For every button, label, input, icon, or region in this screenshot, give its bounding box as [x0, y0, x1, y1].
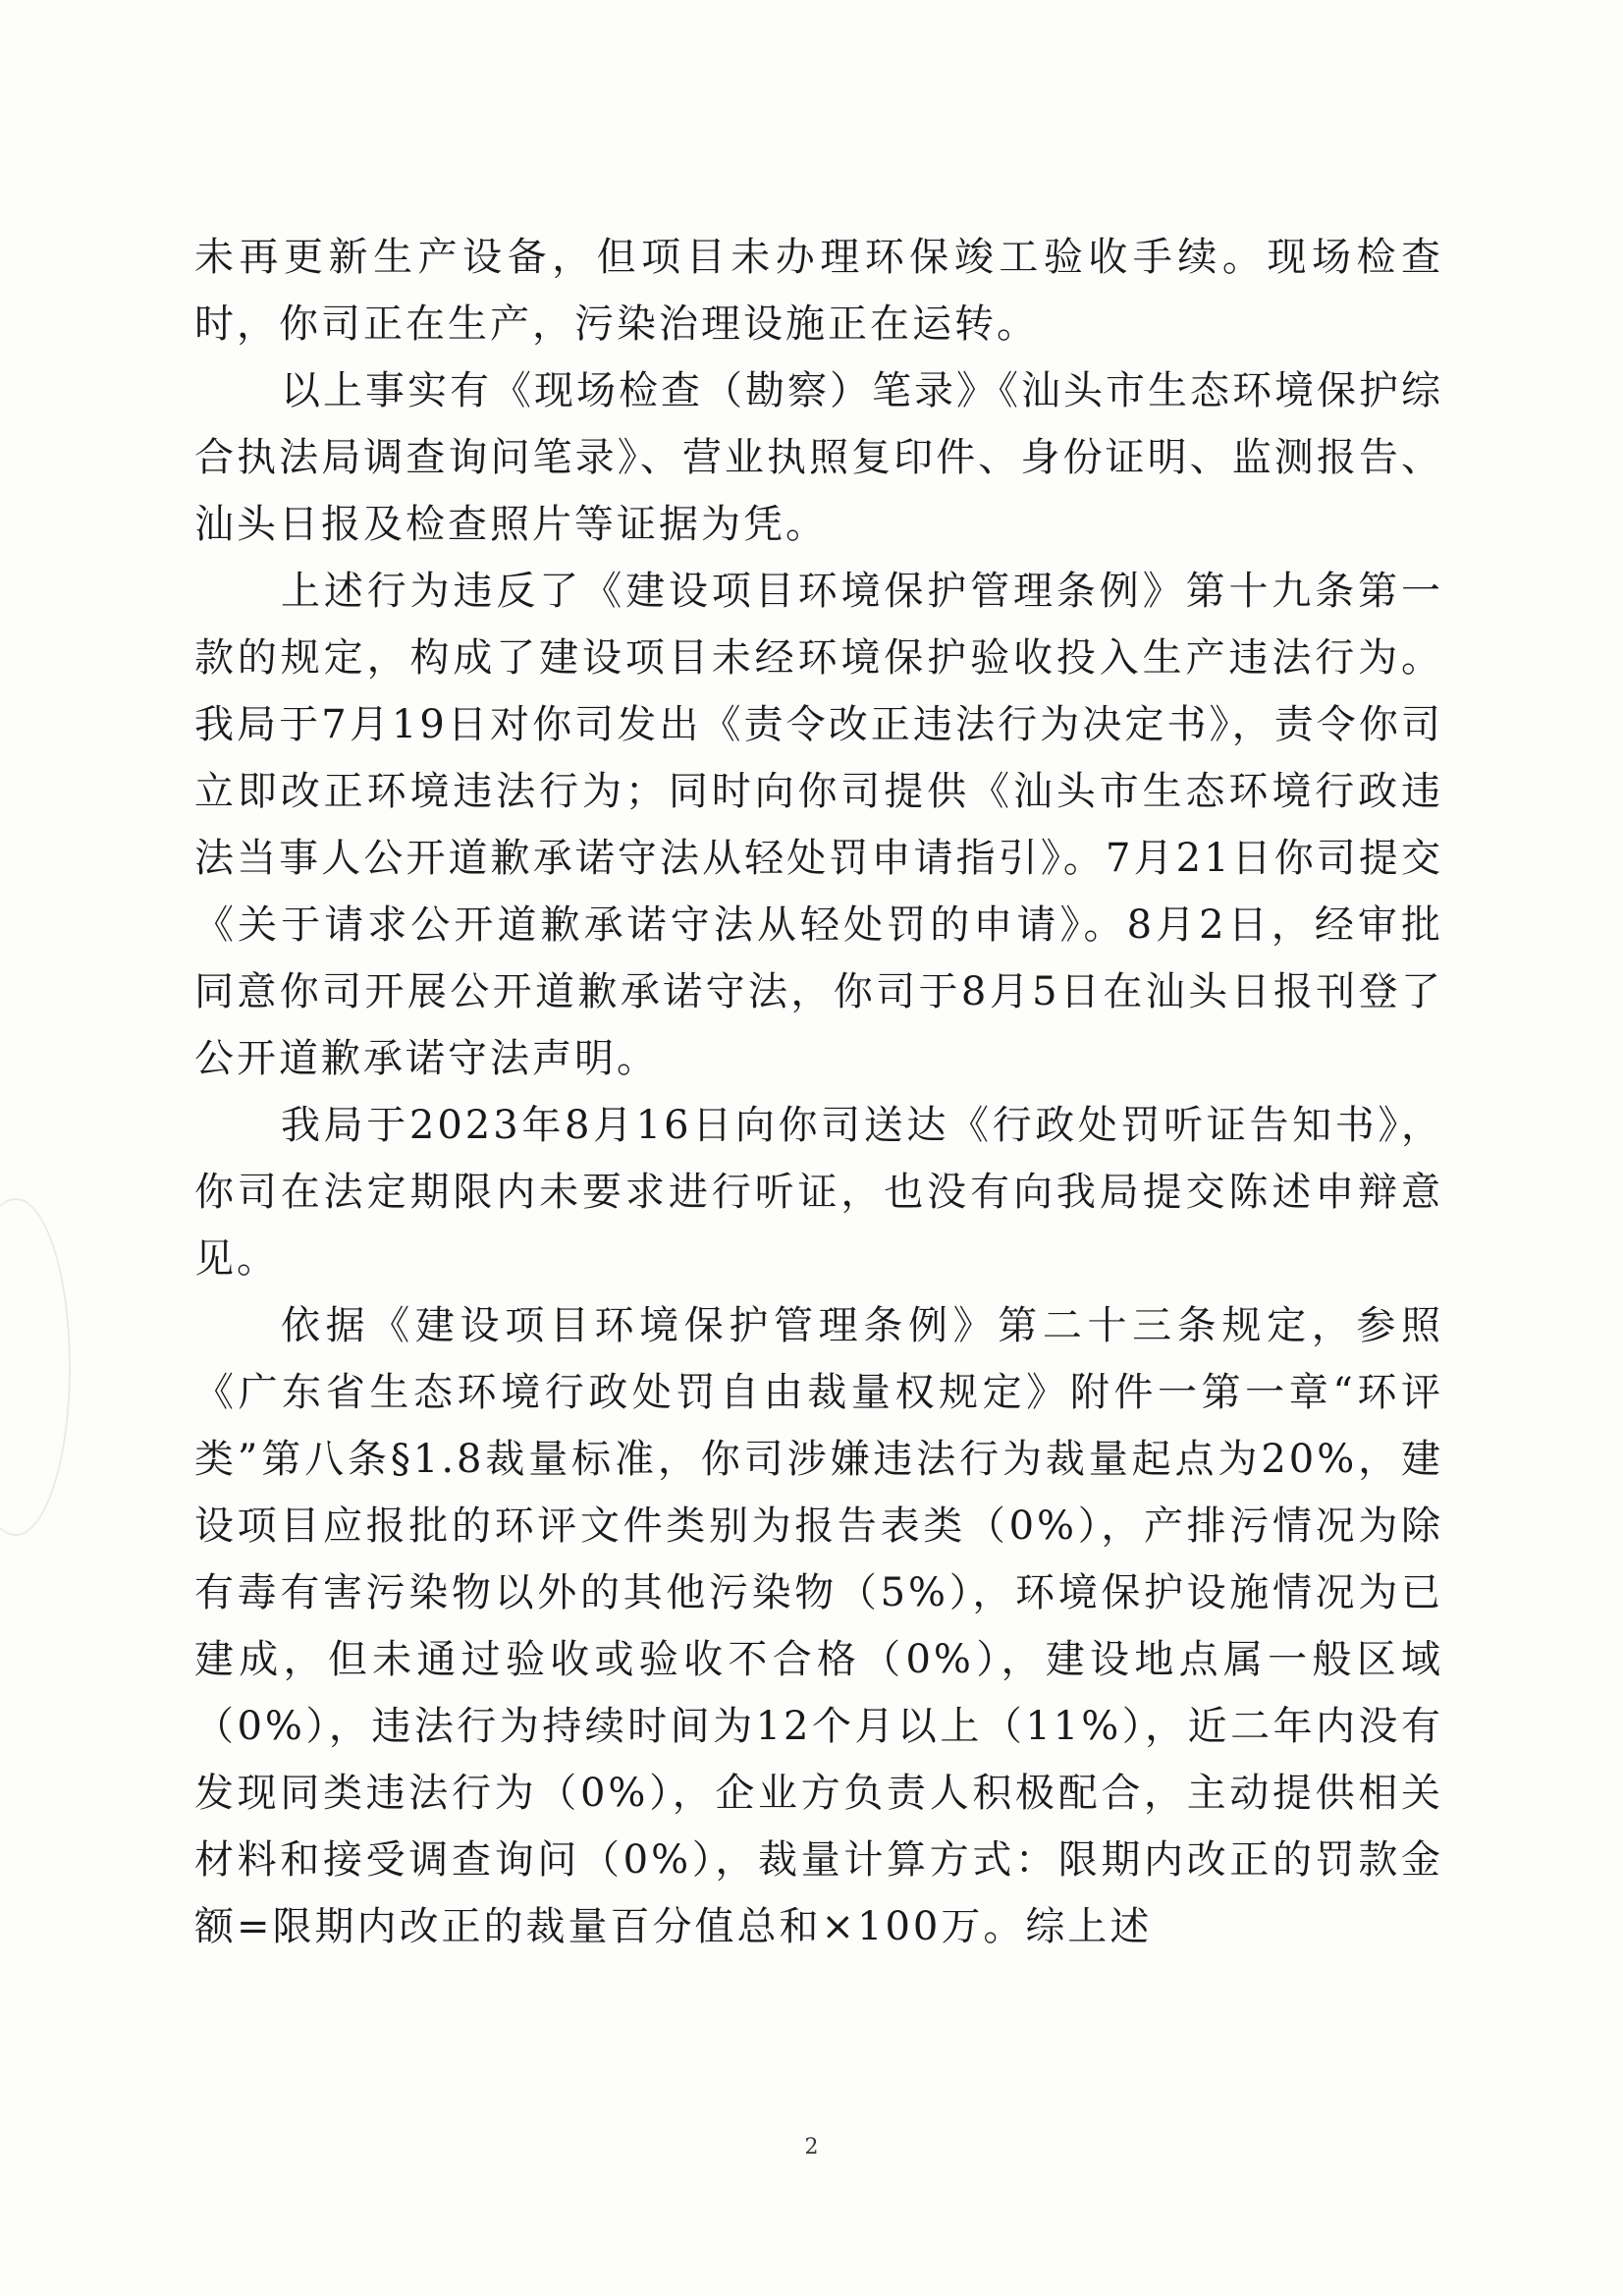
paragraph-penalty-basis: 依据《建设项目环境保护管理条例》第二十三条规定，参照《广东省生态环境行政处罚自由裁量权规定》附件一第一章“环评类”第八条§1.8裁量标准，你司涉嫌违法行为裁量起点为20%，建设项目应报批的环评文件类别为报告表类（0%），产排污情况为除有毒有害污染物以外的其他污染物（5%），环境保护设施情况为已建成，但未通过验收或验收不合格（0%），建设地点属一般区域（0%），违法行为持续时间为12个月以上（11%），近二年内没有发现同类违法行为（0%），企业方负责人积极配合，主动提供相关材料和接受调查询问（0%），裁量计算方式：限期内改正的罚款金额=限期内改正的裁量百分值总和×100万。综上述 — [194, 1303, 1443, 1949]
paragraph-violation: 上述行为违反了《建设项目环境保护管理条例》第十九条第一款的规定，构成了建设项目未经环境保护验收投入生产违法行为。我局于7月19日对你司发出《责令改正违法行为决定书》，责令你司立即改正环境违法行为；同时向你司提供《汕头市生态环境行政违法当事人公开道歉承诺守法从轻处罚申请指引》。7月21日你司提交《关于请求公开道歉承诺守法从轻处罚的申请》。8月2日，经审批同意你司开展公开道歉承诺守法，你司于8月5日在汕头日报刊登了公开道歉承诺守法声明。 — [194, 569, 1443, 1081]
body-text — [194, 224, 1443, 1960]
paragraph-continuation: 未再更新生产设备，但项目未办理环保竣工验收手续。现场检查时，你司正在生产，污染治理设施正在运转。 — [194, 235, 1443, 347]
paragraph-hearing: 我局于2023年8月16日向你司送达《行政处罚听证告知书》，你司在法定期限内未要求进行听证，也没有向我局提交陈述申辩意见。 — [194, 1103, 1443, 1282]
paragraph-evidence: 以上事实有《现场检查（勘察）笔录》《汕头市生态环境保护综合执法局调查询问笔录》、营业执照复印件、身份证明、监测报告、汕头日报及检查照片等证据为凭。 — [194, 368, 1443, 547]
page-number: 2 — [804, 2135, 819, 2159]
seal-edge-mark — [0, 1198, 71, 1536]
